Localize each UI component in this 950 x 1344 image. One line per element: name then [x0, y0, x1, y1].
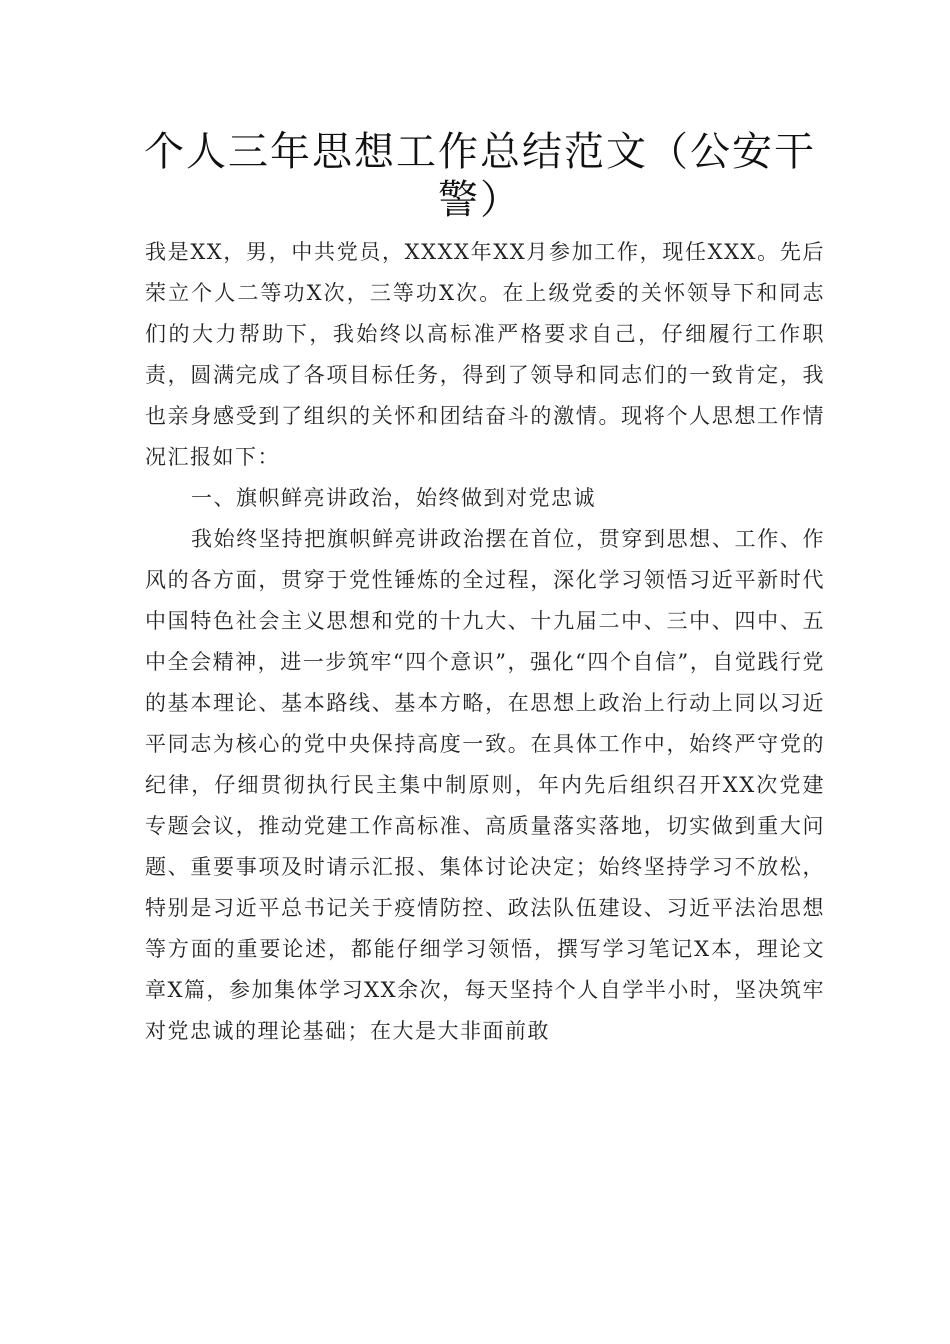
document-body: [145, 232, 825, 1052]
section-heading: 一、旗帜鲜亮讲政治，始终做到对党忠诚: [191, 486, 596, 510]
document-title: 个人三年思想工作总结范文（公安干警）: [144, 129, 816, 223]
section-paragraph: 我始终坚持把旗帜鲜亮讲政治摆在首位，贯穿到思想、工作、作风的各方面，贯穿于党性锤炼的全过程，深化学习领悟习近平新时代中国特色社会主义思想和党的十九大、十九届二中、三中、四中、五中全会精神，进一步筑牢“四个意识”，强化“四个自信”，自觉践行党的基本理论、基本路线、基本方略，在思想上政治上行动上同以习近平同志为核心的党中央保持高度一致。在具体工作中，始终严守党的纪律，仔细贯彻执行民主集中制原则，年内先后组织召开XX次党建专题会议，推动党建工作高标准、高质量落实落地，切实做到重大问题、重要事项及时请示汇报、集体讨论决定；始终坚持学习不放松，特别是习近平总书记关于疫情防控、政法队伍建设、习近平法治思想等方面的重要论述，都能仔细学习领悟，撰写学习笔记X本，理论文章X篇，参加集体学习XX余次，每天坚持个人自学半小时，坚决筑牢对党忠诚的理论基础；在大是大非面前敢: [145, 527, 825, 1043]
intro-paragraph: 我是XX，男，中共党员，XXXX年XX月参加工作，现任XXX。先后荣立个人二等功X次，三等功X次。在上级党委的关怀领导下和同志们的大力帮助下，我始终以高标准严格要求自己，仔细履行工作职责，圆满完成了各项目标任务，得到了领导和同志们的一致肯定，我也亲身感受到了组织的关怀和团结奋斗的激情。现将个人思想工作情况汇报如下：: [145, 240, 825, 469]
